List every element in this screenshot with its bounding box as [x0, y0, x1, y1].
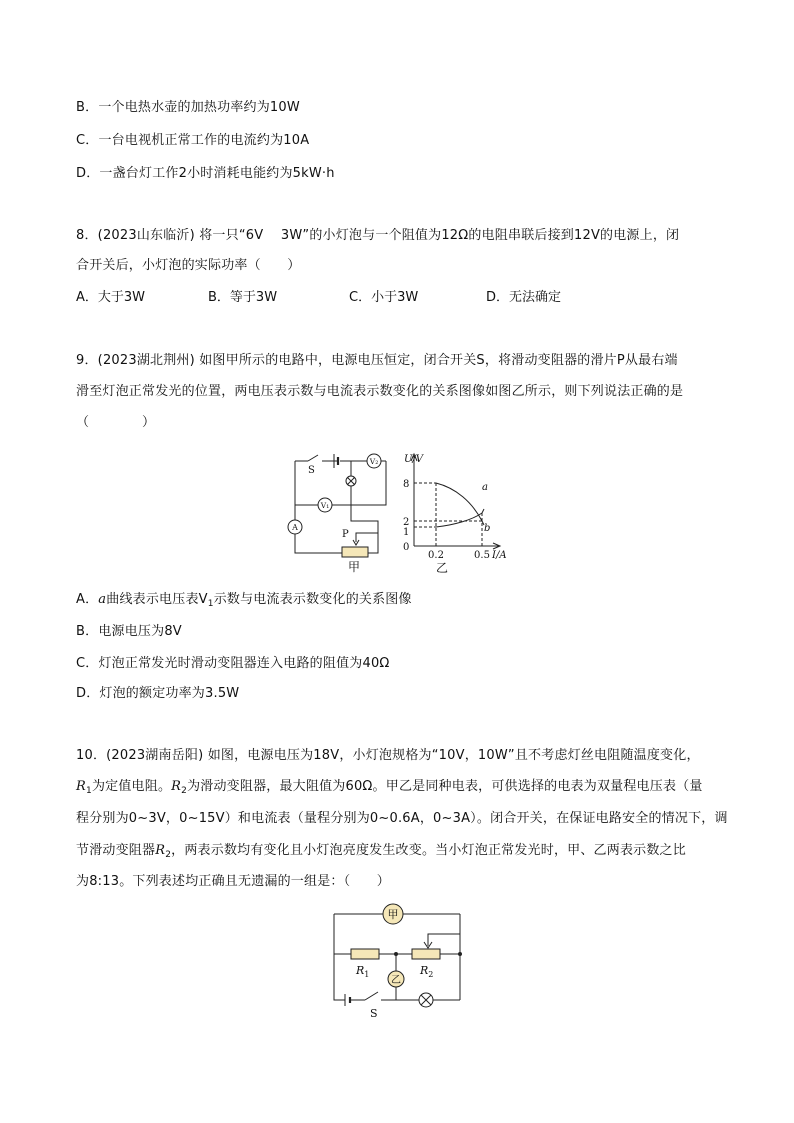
q10-r2-label: $R_2$ — [420, 964, 434, 979]
q9-switch-label: S — [308, 465, 315, 476]
q9-voltmeter-v1: V₁ — [320, 501, 330, 510]
q8-option-b: B．等于3W — [208, 290, 278, 305]
q9-graph-y-tick-1: 1 — [403, 527, 410, 538]
q9-graph-x-label: I/A — [492, 550, 507, 561]
q9-stem-line-3: （ ） — [76, 415, 156, 430]
q8-stem-line-2: 合开关后，小灯泡的实际功率（ ） — [76, 258, 301, 273]
q9-lamp-icon — [346, 476, 356, 486]
q9-voltmeter-v2: V₂ — [369, 457, 379, 466]
q9-slider-label: P — [342, 529, 349, 540]
q10-stem-line-3: 程分别为0~3V，0~15V）和电流表（量程分别为0~0.6A，0~3A）。闭合开关，在保证电路安全的情况下，调 — [76, 811, 728, 826]
q9-stem-line-2: 滑至灯泡正常发光的位置，两电压表示数与电流表示数变化的关系图像如图乙所示，则下列说法正确的是 — [76, 384, 684, 399]
q8-option-c: C．小于3W — [349, 290, 419, 305]
q10-meter-jia: 甲 — [387, 908, 399, 921]
q9-graph-y-tick-2: 2 — [403, 517, 410, 528]
q10-resistor-r2 — [412, 949, 440, 959]
q9-graph-y-label: U/V — [404, 454, 424, 465]
q8-stem-line-1: 8．(2023山东临沂) 将一只“6V 3W”的小灯泡与一个阻值为12Ω的电阻串联后接到12V的电源上，闭 — [76, 228, 680, 243]
q8-option-d: D．无法确定 — [486, 290, 562, 305]
q8-option-a: A．大于3W — [76, 290, 146, 305]
q9-graph — [396, 446, 516, 574]
q10-lamp-icon — [419, 993, 433, 1007]
q9-stem-line-1: 9．(2023湖北荆州) 如图甲所示的电路中，电源电压恒定，闭合开关S，将滑动变阻器的滑片P从最右端 — [76, 353, 678, 368]
q9-slider-resistor — [342, 547, 368, 557]
q9-circuit-caption: 甲 — [348, 560, 361, 574]
q7-option-b: B．一个电热水壶的加热功率约为10W — [76, 100, 300, 115]
q7-option-d: D．一盏台灯工作2小时消耗电能约为5kW·h — [76, 166, 335, 181]
q10-r1-label: $R_1$ — [356, 964, 370, 979]
q9-circuit-diagram — [280, 445, 400, 575]
q9-ammeter-label: A — [292, 523, 298, 532]
q9-option-b: B．电源电压为8V — [76, 624, 182, 639]
q7-option-c: C．一台电视机正常工作的电流约为10A — [76, 133, 310, 148]
q9-graph-origin: 0 — [403, 542, 410, 553]
q9-option-a: A．a曲线表示电压表$V_1$示数与电流表示数变化的关系图像 — [76, 592, 412, 609]
q9-graph-x-tick-0.5: 0.5 — [474, 550, 490, 561]
q10-circuit-diagram — [320, 898, 470, 1020]
q10-switch-label: S — [370, 1007, 378, 1020]
q10-stem-line-4: 节滑动变阻器$R_2$，两表示数均有变化且小灯泡亮度发生改变。当小灯泡正常发光时，甲、乙两表示数之比 — [76, 843, 686, 860]
q9-graph-caption: 乙 — [436, 561, 449, 574]
q10-meter-yi: 乙 — [391, 975, 401, 986]
q9-graph-y-tick-8: 8 — [403, 479, 410, 490]
q10-stem-line-5: 为8:13。下列表述均正确且无遗漏的一组是：（ ） — [76, 874, 390, 889]
q10-stem-line-2: $R_1$为定值电阻。$R_2$为滑动变阻器，最大阻值为60Ω。甲乙是同种电表，可供选择的电表为双量程电压表（量 — [76, 779, 703, 796]
q10-stem-line-1: 10．(2023湖南岳阳) 如图，电源电压为18V，小灯泡规格为“10V，10W”且不考虑灯丝电阻随温度变化， — [76, 748, 700, 763]
q10-resistor-r1 — [351, 949, 379, 959]
q9-curve-b-label: b — [484, 523, 491, 534]
q9-option-c: C．灯泡正常发光时滑动变阻器连入电路的阻值为40Ω — [76, 656, 390, 671]
q9-option-d: D．灯泡的额定功率为3.5W — [76, 686, 240, 701]
q9-graph-x-tick-0.2: 0.2 — [428, 550, 444, 561]
q9-curve-a-label: a — [482, 482, 488, 493]
